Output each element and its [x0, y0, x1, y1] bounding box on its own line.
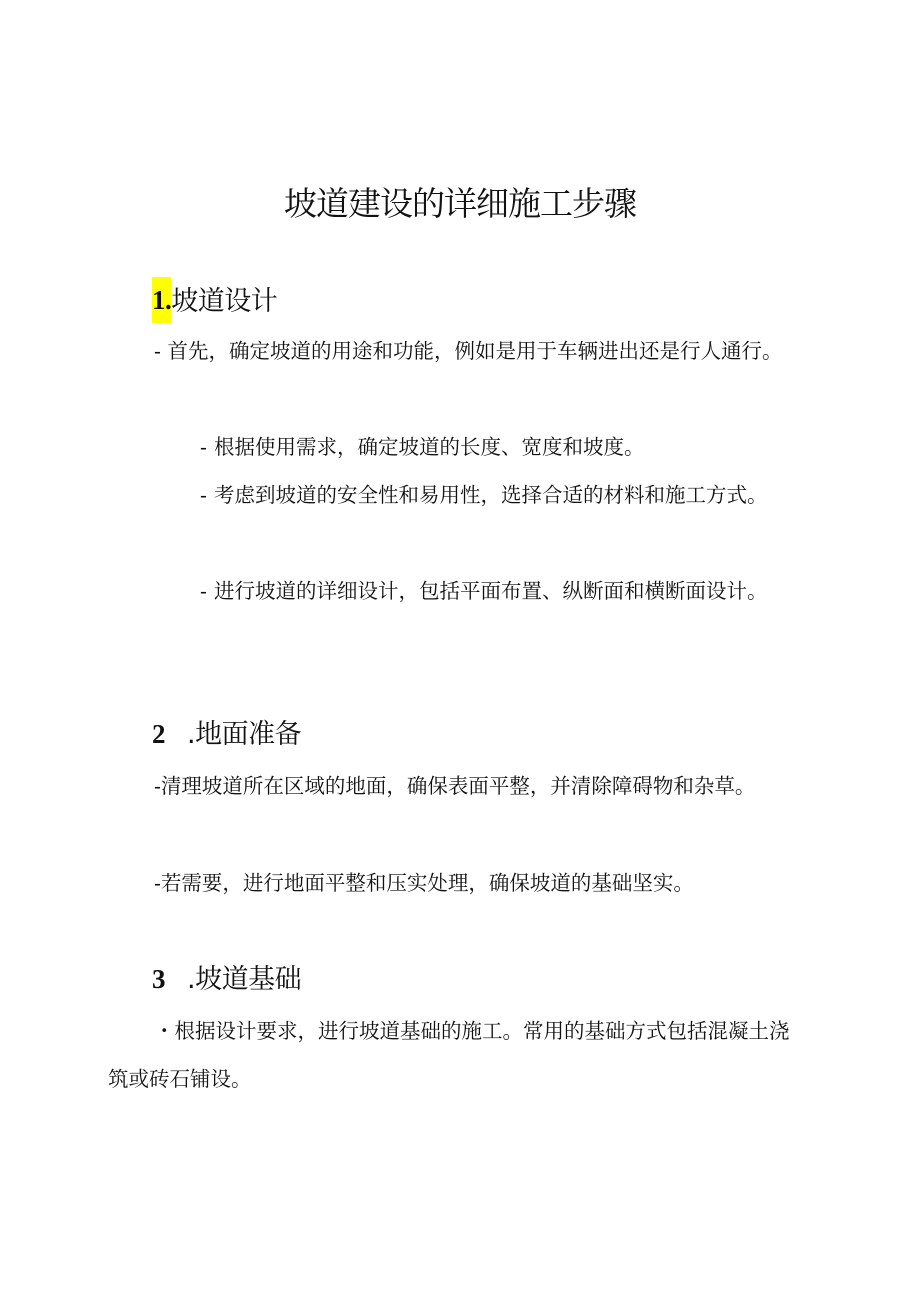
- paragraph-marker: -: [154, 871, 161, 895]
- section-2-number: 2: [152, 719, 165, 749]
- section-2-paragraph-1: [108, 762, 808, 810]
- paragraph-text: 根据使用需求，确定坡道的长度、宽度和坡度。: [214, 435, 645, 459]
- section-1-paragraph-1: [108, 327, 808, 375]
- paragraph-text: 考虑到坡道的安全性和易用性，选择合适的材料和施工方式。: [214, 483, 768, 507]
- paragraph-marker: -: [154, 774, 161, 798]
- paragraph-marker: -: [200, 435, 207, 459]
- paragraph-marker: -: [200, 579, 207, 603]
- section-2-title: .地面准备: [187, 719, 302, 750]
- section-1-paragraph-2: [108, 423, 808, 471]
- section-1-number: 1.: [152, 277, 171, 323]
- section-1-heading: [152, 282, 277, 323]
- document-title: 坡道建设的详细施工步骤: [284, 184, 636, 223]
- section-1-paragraph-3: [108, 471, 808, 519]
- paragraph-marker: -: [154, 339, 168, 363]
- section-1-title: 坡道设计: [171, 286, 278, 317]
- section-3-number: 3: [152, 964, 165, 994]
- paragraph-text: 根据设计要求，进行坡道基础的施工。常用的基础方式包括混凝土浇筑或砖石铺设。: [108, 1019, 790, 1091]
- section-3-paragraph-1: [108, 1007, 808, 1103]
- paragraph-text: 若需要，进行地面平整和压实处理，确保坡道的基础坚实。: [160, 871, 694, 895]
- paragraph-marker: -: [200, 483, 207, 507]
- section-2-heading: [152, 714, 301, 755]
- paragraph-text: 首先，确定坡道的用途和功能，例如是用于车辆进出还是行人通行。: [167, 339, 783, 363]
- section-3-heading: [152, 959, 301, 1000]
- section-3-title: .坡道基础: [187, 964, 302, 995]
- section-2-paragraph-2: [108, 859, 808, 907]
- paragraph-text: 清理坡道所在区域的地面，确保表面平整，并清除障碍物和杂草。: [160, 774, 756, 798]
- section-1-paragraph-4: [108, 567, 808, 615]
- paragraph-text: 进行坡道的详细设计，包括平面布置、纵断面和横断面设计。: [214, 579, 768, 603]
- paragraph-marker: ・: [154, 1019, 175, 1043]
